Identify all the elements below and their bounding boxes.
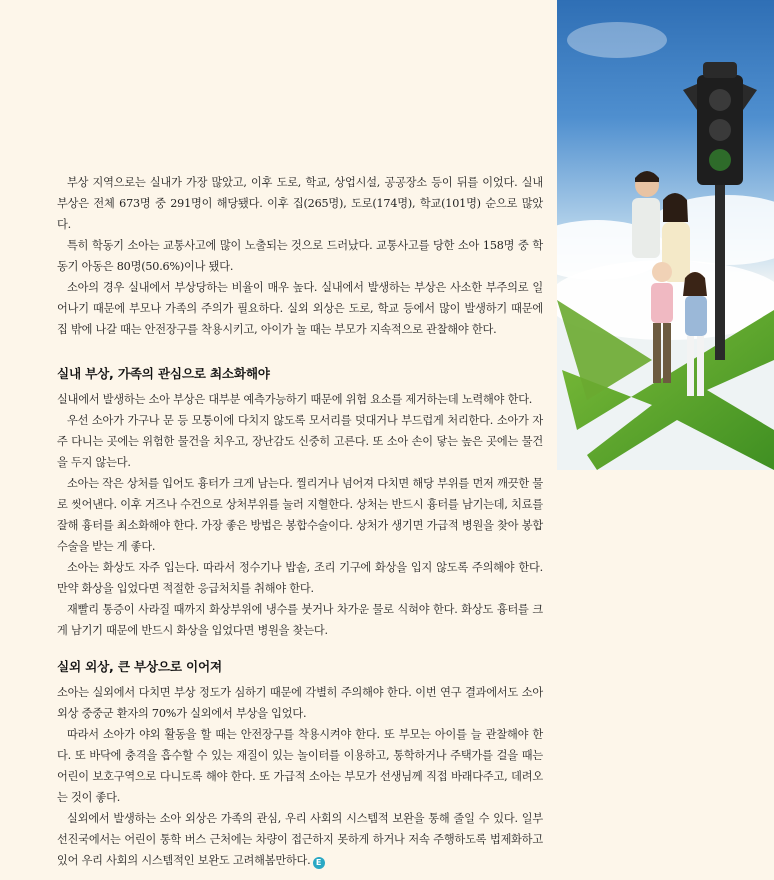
last-paragraph — [57, 808, 543, 871]
intro-paragraph: 특히 학동기 소아는 교통사고에 많이 노출되는 것으로 드러났다. 교통사고를 당한 소아 158명 중 학동기 아동은 80명(50.6%)이나 됐다. — [57, 239, 543, 273]
body-paragraph: 재빨리 통증이 사라질 때까지 화상부위에 냉수를 붓거나 차가운 물로 식혀야 한다. 화상도 흉터를 크게 남기기 때문에 반드시 화상을 입었다면 병원을 찾는다. — [57, 603, 543, 637]
family-traffic-light-photo — [557, 0, 774, 880]
article-body — [57, 172, 543, 871]
end-mark-icon: E — [313, 857, 325, 869]
body-paragraph: 우선 소아가 가구나 문 등 모퉁이에 다치지 않도록 모서리를 덧대거나 부드럽게 처리한다. 소아가 자주 다니는 곳에는 위험한 물건을 치우고, 장난감도 신중히 고른다. 또 소아 손이 닿는 높은 곳에는 물건을 두지 않는다. — [57, 414, 543, 469]
last-paragraph-text: 실외에서 발생하는 소아 외상은 가족의 관심, 우리 사회의 시스템적 보완을 통해 줄일 수 있다. 일부 선진국에서는 어린이 통학 버스 근처에는 차량이 접근하지 못하게 하거나 저속 주행하도록 법제화하고 있어 우리 사회의 시스템적인 보완도 고려해봄만하다. — [57, 812, 543, 867]
body-paragraph: 소아는 작은 상처를 입어도 흉터가 크게 남는다. 찔리거나 넘어져 다치면 해당 부위를 먼저 깨끗한 물로 씻어낸다. 이후 거즈나 수건으로 상처부위를 눌러 지혈한다. 상처는 반드시 흉터를 남기는데, 치료를 잘해 흉터를 최소화해야 한다. 가장 좋은 방법은 봉합수술이다. 상처가 생기면 가급적 병원을 찾아 봉합수술을 받는 게 좋다. — [57, 477, 543, 553]
body-paragraph: 실내에서 발생하는 소아 부상은 대부분 예측가능하기 때문에 위험 요소를 제거하는데 노력해야 한다. — [57, 393, 533, 406]
body-paragraph: 따라서 소아가 야외 활동을 할 때는 안전장구를 착용시켜야 한다. 또 부모는 아이를 늘 관찰해야 한다. 또 바닥에 충격을 흡수할 수 있는 재질이 있는 놀이터를 이용하고, 통학하거나 주택가를 걸을 때는 어린이 보호구역으로 다니도록 해야 한다. 또 가급적 소아는 부모가 선생님께 직접 바래다주고, 데려오는 것이 좋다. — [57, 728, 543, 804]
intro-paragraph: 소아의 경우 실내에서 부상당하는 비율이 매우 높다. 실내에서 발생하는 부상은 사소한 부주의로 일어나기 때문에 부모나 가족의 주의가 필요하다. 실외 외상은 도로, 학교 등에서 많이 발생하기 때문에 집 밖에 나갈 때는 안전장구를 착용시키고, 아이가 놀 때는 부모가 지속적으로 관찰해야 한다. — [57, 281, 543, 336]
section-heading-indoor: 실내 부상, 가족의 관심으로 최소화해야 — [57, 366, 270, 381]
body-paragraph: 소아는 화상도 자주 입는다. 따라서 정수기나 밥솥, 조리 기구에 화상을 입지 않도록 주의해야 한다. 만약 화상을 입었다면 적절한 응급처치를 취해야 한다. — [57, 561, 543, 595]
intro-paragraph: 부상 지역으로는 실내가 가장 많았고, 이후 도로, 학교, 상업시설, 공공장소 등이 뒤를 이었다. 실내 부상은 전체 673명 중 291명이 해당됐다. 이후 집(265명), 도로(174명), 학교(101명) 순으로 많았다. — [57, 176, 543, 231]
section-heading-outdoor: 실외 외상, 큰 부상으로 이어져 — [57, 659, 222, 674]
body-paragraph: 소아는 실외에서 다치면 부상 정도가 심하기 때문에 각별히 주의해야 한다. 이번 연구 결과에서도 소아 외상 중중군 환자의 70%가 실외에서 부상을 입었다. — [57, 686, 543, 720]
